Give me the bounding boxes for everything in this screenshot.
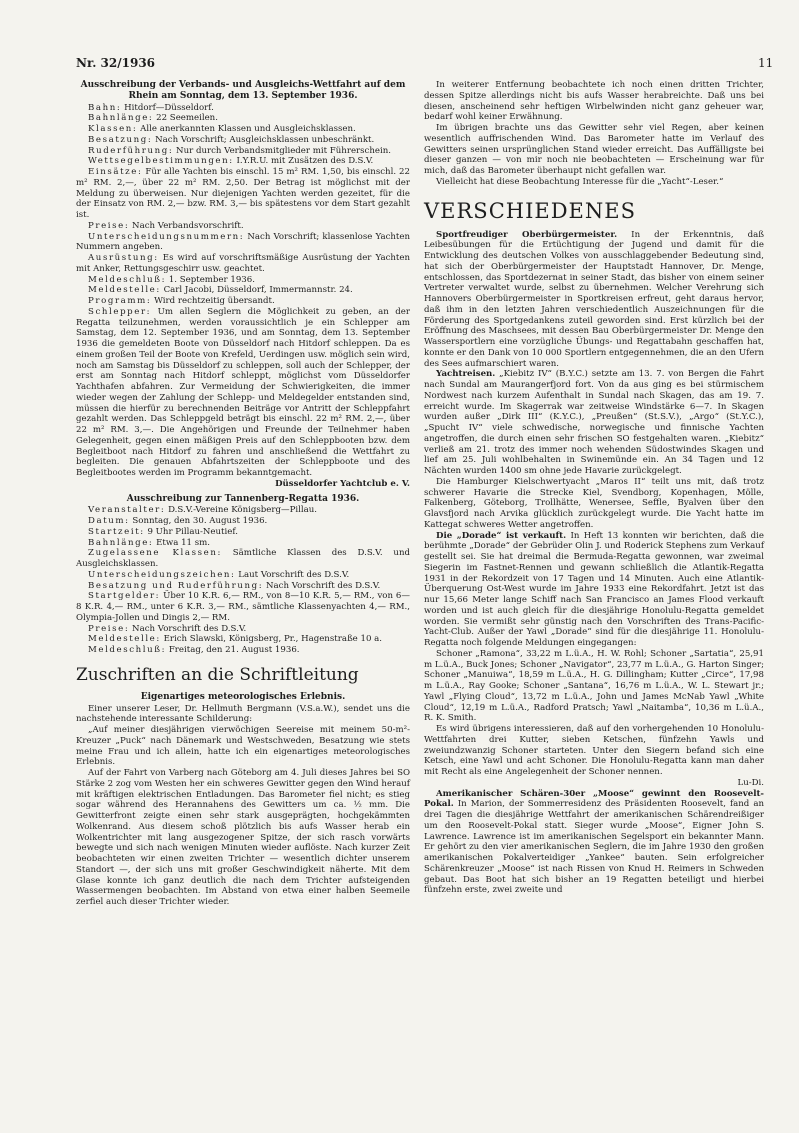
roosevelt-pokal-article xyxy=(424,789,764,897)
entry-text: 1. September 1936. xyxy=(166,274,255,285)
entry-text: Freitag, den 21. August 1936. xyxy=(166,645,300,655)
entry-text: Etwa 11 sm. xyxy=(153,537,211,548)
rhein-entry xyxy=(76,167,410,221)
entry-text: Wird rechtzeitig übersandt. xyxy=(151,296,275,306)
news-item xyxy=(424,649,764,724)
entry-text: Sonntag, den 30. August 1936. xyxy=(129,516,268,526)
rhein-entry xyxy=(76,296,410,307)
tannenberg-entry xyxy=(76,581,410,592)
entry-key: Bahnlänge: xyxy=(88,113,154,124)
tannenberg-regatta-body xyxy=(76,505,410,656)
entry-key: Bahn: xyxy=(88,102,122,113)
tannenberg-entry xyxy=(76,527,410,538)
letters-body xyxy=(76,704,410,908)
entry-key: Meldestelle: xyxy=(88,285,161,296)
entry-text: Alle anerkannten Klassen und Ausgleichsklassen. xyxy=(137,124,356,134)
tannenberg-entry xyxy=(76,624,410,635)
letter-paragraph: Einer unserer Leser, Dr. Hellmuth Bergmann (V.S.a.W.), sendet uns die nachstehende interessante Schilderung: xyxy=(76,703,410,725)
rhein-entry xyxy=(76,156,410,167)
news-item-text: Es wird übrigens interessieren, daß auf den vorhergehenden 10 Honolulu-Wettfahrten drei Kutter, sieben Ketschen, fünfzehn Yawls und zweiundzwanzig Schoner starteten. Unter den Siegern befand sich eine Ketsch, eine Yawl und acht Schoner. Die Honolulu-Regatta kann man daher mit Recht als eine Angelegenheit der Schoner nennen. xyxy=(424,724,764,777)
entry-key: Meldestelle: xyxy=(88,634,161,645)
tannenberg-entry xyxy=(76,570,410,581)
article-text: In Marion, der Sommerresidenz des Präsidenten Roosevelt, fand an drei Tagen die diesjährige Wettfahrt der amerikanischen Schärendreißiger um den Roosevelt-Pokal statt. Sieger wurde „Moose“, Eigner John S. Lawrence. Lawrence ist im amerikanischen Segelsport ein bekannter Mann. Er gehört zu den vier amerikanischen Seglern, die im Jahre 1930 den großen amerikanischen Pokalverteidiger „Yankee“ bauten. Sein erfolgreicher Schärenkreuzer „Moose“ ist nach Rissen von Knud H. Reimers in Schweden gebaut. Das Boot hat sich bisher an 19 Regatten beteiligt und hierbei fünfzehn erste, zwei zweite und xyxy=(424,799,764,896)
news-item-lead: Die „Dorade“ ist verkauft. xyxy=(436,530,567,541)
tannenberg-entry xyxy=(76,505,410,516)
entry-key: Preise: xyxy=(88,220,130,231)
rhein-regatta-body xyxy=(76,103,410,479)
entry-text: Hitdorf—Düsseldorf. xyxy=(121,102,214,113)
news-item xyxy=(424,477,764,531)
entry-text: Erich Slawski, Königsberg, Pr., Hagenstraße 10 a. xyxy=(160,634,383,645)
letter-cont-paragraph: Im übrigen brachte uns das Gewitter sehr viel Regen, aber keinen wesentlich auffrischenden Wind. Das Barometer hatte im Verlauf des Gewitters seinen ursprünglichen Stand wieder erreicht. Das Auffälligste bei dieser ganzen — von mir noch nie beobachteten — Erscheinung war für mich, daß das Barometer überhaupt nicht gefallen war. xyxy=(424,123,764,176)
entry-key: Einsätze: xyxy=(88,167,143,177)
entry-key: Besatzung: xyxy=(88,134,153,145)
news-item xyxy=(424,230,764,370)
rhein-entry xyxy=(76,103,410,114)
entry-text: Es wird auf vorschriftsmäßige Ausrüstung der Yachten mit Anker, Rettungsgeschirr usw. geachtet. xyxy=(76,253,410,274)
issue-number: Nr. 32/1936 xyxy=(76,56,156,70)
rhein-entry xyxy=(76,146,410,157)
news-item-text: In der Erkenntnis, daß Leibesübungen für die Ertüchtigung der Jugend und damit für die Entwicklung des deutschen Volkes von ausschlaggebender Bedeutung sind, hat sich der Oberbürgermeister der Hauptstadt Hannover, Dr. Menge, entschlossen, das Sportdezernat in seiner Stadt, das bisher von einem seiner Vertreter verwaltet wurde, selbst zu übernehmen. Welcher Verehrung sich Hannovers Oberbürgermeister in Sportkreisen erfreut, geht daraus hervor, daß ihm in den letzten Jahren verschiedentlich Auszeichnungen für die Förderung des Sportgedankens zuteil geworden sind. Erst kürzlich bei der Eröffnung des Maschsees, mit dessen Bau Oberbürgermeister Dr. Menge den Wassersportlern eine vorzügliche Übungs- und Regattabahn geschaffen hat, konnte er den Dank von 10 000 Sportlern entgegennehmen, die an den Ufern des Sees aufmarschiert waren. xyxy=(424,229,764,369)
entry-text: Sämtliche Klassen des D.S.V. und Ausgleichsklassen. xyxy=(76,548,410,569)
right-column xyxy=(424,80,764,896)
tannenberg-entry xyxy=(76,645,410,656)
entry-text: Für alle Yachten bis einschl. 15 m² RM. 1,50, bis einschl. 22 m² RM. 2,—, über 22 m² RM. 2,50. Der Betrag ist möglichst mit der Meldung zu überweisen. Nur diejenigen Yachten werden gezeitet, für die der Einsatz von RM. 2,— bzw. RM. 3,— bis spätestens vor dem Start gezahlt ist. xyxy=(76,167,410,220)
tannenberg-entry xyxy=(76,516,410,527)
entry-text: 9 Uhr Pillau-Neutief. xyxy=(144,526,238,537)
entry-text: Nach Vorschrift des D.S.V. xyxy=(263,580,381,591)
verschiedenes-items xyxy=(424,230,764,778)
entry-key: Startzeit: xyxy=(88,526,145,537)
entry-key: Klassen: xyxy=(88,124,138,134)
tannenberg-regatta-title: Ausschreibung zur Tannenberg-Regatta 1936. xyxy=(126,493,360,504)
entry-key: Meldeschluß: xyxy=(88,645,167,655)
rhein-entry xyxy=(76,275,410,286)
rhein-entry xyxy=(76,113,410,124)
entry-text: Nach Vorschrift; Ausgleichsklassen unbeschränkt. xyxy=(152,134,375,145)
entry-text: Nach Vorschrift des D.S.V. xyxy=(129,623,247,634)
entry-key: Wettsegelbestimmungen: xyxy=(88,156,234,167)
rhein-entry xyxy=(76,124,410,135)
entry-text: Carl Jacobi, Düsseldorf, Immermannstr. 24. xyxy=(160,285,353,296)
letters-heading: Zuschriften an die Schriftleitung xyxy=(76,664,359,685)
page-number: 11 xyxy=(758,56,774,70)
entry-key: Preise: xyxy=(88,623,130,634)
entry-key: Schlepper: xyxy=(88,306,152,317)
entry-key: Besatzung und Ruderführung: xyxy=(88,580,264,591)
rhein-entry xyxy=(76,221,410,232)
tannenberg-entry xyxy=(76,634,410,645)
rhein-entry xyxy=(76,232,410,254)
entry-key: Programm: xyxy=(88,296,152,306)
letter-paragraph: Auf der Fahrt von Varberg nach Göteborg am 4. Juli dieses Jahres bei SO Stärke 2 zog vom Westen her ein schweres Gewitter gegen den Wind herauf mit kräftigen elektrischen Entladungen. Das Barometer fiel nicht; es stieg sogar während des Herannahens des Gewitters um ca. ½ mm. Die Gewitterfront zeigte einen sehr stark ausgeprägten, hochgekämmten Wolkenrand. Aus diesem schoß plötzlich bis aufs Wasser herab ein Wolkentrichter mit lang ausgezogener Spitze, der sich rasch vorwärts bewegte und sich nach wenigen Minuten wieder auflöste. Nach kurzer Zeit beobachteten wir einen zweiten Trichter — wesentlich dichter unserem Standort —, der sich uns mit großer Geschwindigkeit näherte. Mit dem Glase konnte ich ganz deutlich die nach dem Trichter aufsteigenden Wassermengen beobachten. Im Abstand von etwa einer halben Seemeile zerfiel auch dieser Trichter wieder. xyxy=(76,768,410,907)
rhein-regatta-signature: Düsseldorfer Yachtclub e. V. xyxy=(275,478,410,489)
letter-cont-paragraph: Vielleicht hat diese Beobachtung Interesse für die „Yacht“-Leser.“ xyxy=(436,176,724,187)
entry-text: Nach Vorschrift; klassenlose Yachten Nummern angeben. xyxy=(76,231,410,253)
entry-text: D.S.V.-Vereine Königsberg—Pillau. xyxy=(165,505,317,516)
tannenberg-entry xyxy=(76,548,410,570)
rhein-entry xyxy=(76,285,410,296)
letter-paragraph: „Auf meiner diesjährigen vierwöchigen Seereise mit meinem 50-m²-Kreuzer „Puck“ nach Dänemark und Westschweden, Besatzung wie stets meine Frau und ich allein, hatte ich ein eigenartiges meteorologisches Erlebnis. xyxy=(76,725,410,768)
news-item-text: In Heft 13 konnten wir berichten, daß die berühmte „Dorade“ der Gebrüder Olin J. und Roderick Stephens zum Verkauf gestellt sei. Sie hat dreimal die Bermuda-Regatta gewonnen, war zweimal Siegerin im Fastnet-Rennen und gewann schließlich die Atlantik-Regatta 1931 in der Rekordzeit von 17 Tagen und 14 Minuten. Auch eine Atlantik-Überquerung Ost-West wurde im Jahre 1933 eine Rekordfahrt. Jetzt ist das nur 15,66 Meter lange Schiff nach San Francisco an James Flood verkauft worden und ist auch gleich für die diesjährige Honolulu-Regatta gemeldet worden. Sie vermißt sehr günstig nach den Vorschriften des Trans-Pacific-Yacht-Club. Außer der Yawl „Dorade“ sind für die diesjährige 11. Honolulu-Regatta noch folgende Meldungen eingegangen: xyxy=(424,530,765,648)
entry-key: Meldeschluß: xyxy=(88,274,167,285)
verschiedenes-heading: VERSCHIEDENES xyxy=(424,198,636,223)
left-column xyxy=(76,80,410,908)
news-item-lead: Sportfreudiger Oberbürgermeister. xyxy=(436,229,618,240)
entry-text: Um allen Seglern die Möglichkeit zu geben, an der Regatta teilzunehmen, werden voraussichtlich je ein Schlepper am Samstag, dem 12. September 1936, und am Sonntag, dem 13. September 1936 die gemeldeten Boote von Düsseldorf nach Hitdorf schleppen. Da es einem großen Teil der Boote von Krefeld, Uerdingen usw. möglich sein wird, noch am Samstag bis Düsseldorf zu schleppen, soll auch der Schlepper, der erst am Sonntag nach Hitdorf schleppt, möglichst vom Düsseldorfer Yachthafen abfahren. Zur Vermeidung der Schwierigkeiten, die immer wieder wegen der Zahlung der Schlepp- und Meldegelder entstanden sind, müssen die hierfür zu berechnenden Beiträge vor Antritt der Schleppfahrt gezahlt werden. Das Schleppgeld beträgt bis einschl. 22 m² RM. 2,—, über 22 m² RM. 3,—. Die Angehörigen und Freunde der Teilnehmer haben Gelegenheit, gegen einen mäßigen Preis auf den Schleppbooten bzw. dem Begleitboot nach Hitdorf zu fahren und anschließend die Wettfahrt zu begleiten. Die genauen Abfahrtszeiten der Schleppboote und des Begleitbootes werden im Programm bekanntgemacht. xyxy=(76,306,411,478)
news-item-text: Schoner „Ramona“, 33,22 m L.ü.A., H. W. Rohl; Schoner „Sartatia“, 25,91 m L.ü.A., Buck Jones; Schoner „Navigator“, 23,77 m L.ü.A., G. Harton Singer; Schoner „Manuiwa“, 18,59 m L.ü.A., H. G. Dillingham; Kutter „Circe“, 17,98 m L.ü.A., Ray Gooke; Schoner „Santana“, 16,76 m L.ü.A., W. L. Stewart jr.; Yawl „Flying Cloud“, 13,72 m L.ü.A., John und James McNab Yawl „White Cloud“, 12,19 m L.ü.A., Radford Pratsch; Yawl „Naitamba“, 10,36 m L.ü.A., R. K. Smith. xyxy=(424,648,764,724)
rhein-entry xyxy=(76,135,410,146)
rhein-entry xyxy=(76,307,410,479)
news-item xyxy=(424,369,764,477)
letter-continuation xyxy=(424,80,764,188)
letter-cont-paragraph: In weiterer Entfernung beobachtete ich noch einen dritten Trichter, dessen Spitze allerdings nicht bis aufs Wasser herabreichte. Daß uns bei diesen, anscheinend sehr heftigen Wirbelwinden nicht ganz geheuer war, bedarf wohl keiner Erwähnung. xyxy=(424,80,764,123)
entry-key: Unterscheidungsnummern: xyxy=(88,231,245,242)
entry-text: I.Y.R.U. mit Zusätzen des D.S.V. xyxy=(233,156,374,167)
entry-key: Ausrüstung: xyxy=(88,253,159,263)
entry-key: Datum: xyxy=(88,516,130,526)
entry-key: Startgelder: xyxy=(88,591,161,602)
news-item xyxy=(424,724,764,778)
rhein-regatta-title: Ausschreibung der Verbands- und Ausgleichs-Wettfahrt auf dem Rhein am Sonntag, dem 13. September 1936. xyxy=(80,80,406,101)
news-item xyxy=(424,531,764,649)
entry-key: Zugelassene Klassen: xyxy=(88,548,222,559)
news-item-text: Die Hamburger Kielschwertyacht „Maros II“ teilt uns mit, daß trotz schwerer Havarie die Strecke Kiel, Svendborg, Kopenhagen, Mölle, Falkenberg, Göteborg, Trollhätte, Wenersee, Seffle, Byalven über den Glavsfjord nach Arvika glücklich zurückgelegt wurde. Die Yacht hatte im Kattegat schweres Wetter angetroffen. xyxy=(424,476,764,530)
news-item-text: „Kiebitz IV“ (B.Y.C.) setzte am 13. 7. von Bergen die Fahrt nach Sundal am Maurangerfjord fort. Von da aus ging es bei stürmischem Nordwest nach kurzem Aufenthalt in Sundal nach Skagen, das am 19. 7. erreicht wurde. Im Skagerrak war zeitweise Windstärke 6—7. In Skagen wurden außer „Dirk III“ (K.Y.C.), „Preußen“ (St.S.V.), „Argo“ (St.Y.C.), „Spucht IV“ viele schwedische, norwegische und finnische Yachten angetroffen, die durch einen sehr frischen SO festgehalten waren. „Kiebitz“ verließ am 21. trotz des immer noch wehenden Südostwindes Skagen und lief am 25. Juli wohlbehalten in Swinemünde ein. An 34 Tagen und 12 Nächten wurden 1400 sm ohne jede Havarie zurückgelegt. xyxy=(424,369,764,476)
news-item-lead: Yachtreisen. xyxy=(436,369,496,380)
entry-key: Bahnlänge: xyxy=(88,537,154,548)
entry-key: Veranstalter: xyxy=(88,505,166,516)
letters-subtitle: Eigenartiges meteorologisches Erlebnis. xyxy=(140,691,346,702)
entry-text: Über 10 K.R. 6,— RM., von 8—10 K.R. 5,— RM., von 6—8 K.R. 4,— RM., unter 6 K.R. 3,— RM., sämtliche Klassenyachten 4,— RM., Olympia-Jollen und Dingis 2,— RM. xyxy=(76,591,410,623)
entry-key: Unterscheidungszeichen: xyxy=(88,569,236,580)
author-signoff: Lu-Di. xyxy=(737,777,764,788)
rhein-entry xyxy=(76,253,410,275)
tannenberg-entry xyxy=(76,591,410,623)
entry-text: Nur durch Verbandsmitglieder mit Führerschein. xyxy=(173,145,391,156)
entry-text: Laut Vorschrift des D.S.V. xyxy=(235,569,350,580)
tannenberg-entry xyxy=(76,538,410,549)
entry-text: Nach Verbandsvorschrift. xyxy=(129,220,244,231)
article-lead: Amerikanischer Schären-30er „Moose“ gewinnt den Roosevelt-Pokal. xyxy=(424,788,764,810)
entry-text: 22 Seemeilen. xyxy=(153,113,218,124)
entry-key: Ruderführung: xyxy=(88,145,174,156)
